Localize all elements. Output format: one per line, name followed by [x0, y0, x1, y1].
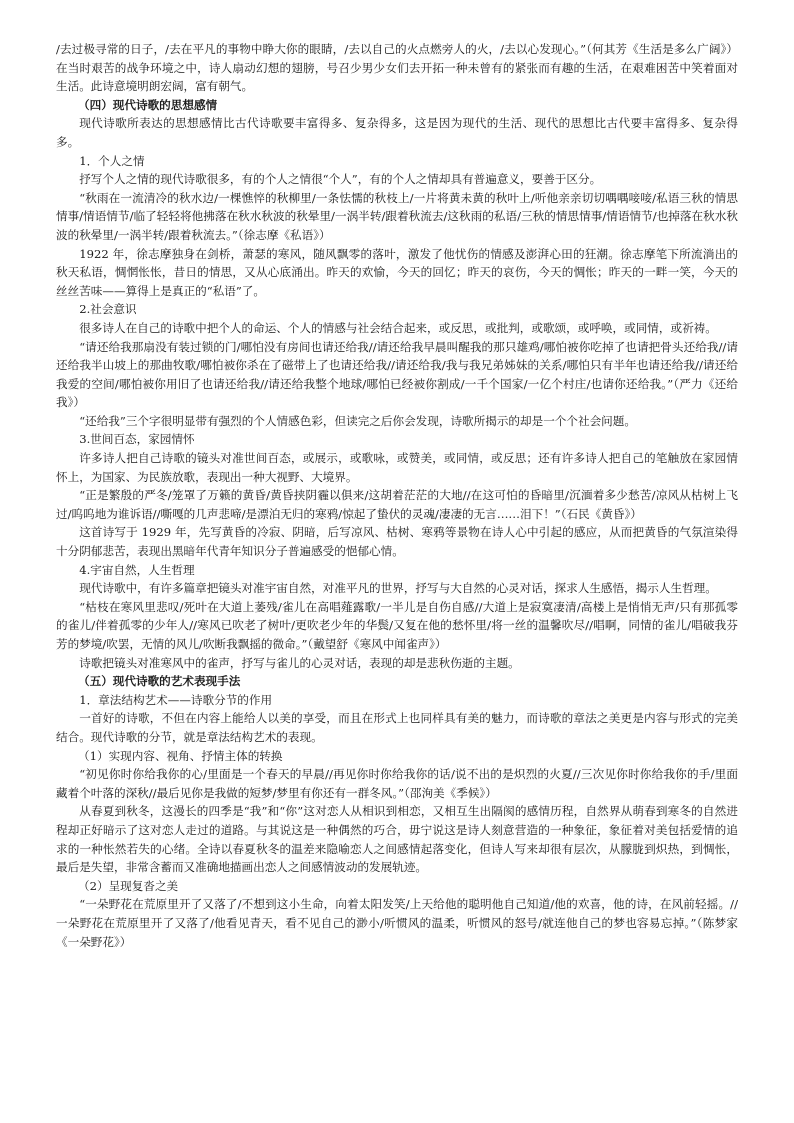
subsection-heading: 4.宇宙自然，人生哲理: [79, 562, 195, 577]
subsection-heading: 3.世间百态，家园情怀: [79, 432, 195, 447]
paragraph: “请还给我那扇没有装过锁的门/哪怕没有房间也请还给我//请还给我早晨叫醒我的那只雄鸡/哪怕被你吃掉了也请把骨头还给我//请还给我半山坡上的那曲牧歌/哪怕被你杀在了磁带上了也请还给我//请还给我/我与我兄弟姊妹的关系/哪怕只有半年也请还给我//请还给我爱的空间/哪怕被你用旧了也请还给我//请还给我整个地球/哪怕已经被你割成/一千个国家/一亿个村庄/也请你还给我。”（严力《还给我》）: [56, 339, 738, 410]
paragraph: 现代诗歌所表达的思想感情比古代诗歌要丰富得多、复杂得多，这是因为现代的生活、现代的思想比古代要丰富得多、复杂得多。: [56, 116, 738, 149]
paragraph: 1922 年，徐志摩独身在剑桥，萧瑟的寒风，随风飘零的落叶，激发了他忧伤的情感及澎湃心田的狂潮。徐志摩笔下所流淌出的秋天私语，惆惘怅怅，昔日的情思，又从心底涌出。昨天的欢愉，今天的回忆；昨天的哀伤，今天的惆怅；昨天的一畔一笑，今天的丝丝苦味——算得上是真正的“私语”了。: [56, 246, 738, 298]
paragraph: “正是繁殷的严冬/笼罩了万籁的黄昏/黄昏挟阴霾以俱来/这胡着茫茫的大地//在这可怕的昏暗里/沉湎着多少愁苦/凉风从枯树上飞过/呜呜地为谁诉语//嘶嘎的几声悲啼/是漂泊无归的寒鸦/惊起了蛰伏的灵魂/凄凄的无言……泪下！”（石民《黄昏》）: [56, 488, 738, 521]
paragraph: 一首好的诗歌，不但在内容上能给人以美的享受，而且在形式上也同样具有美的魅力，而诗歌的章法之美更是内容与形式的完美结合。现代诗歌的分节，就是章法结构艺术的表现。: [56, 711, 738, 744]
subsection-heading: 1．章法结构艺术——诗歌分节的作用: [79, 692, 273, 707]
paragraph: 抒写个人之情的现代诗歌很多，有的个人之情很“个人”，有的个人之情却具有普遍意义，要善于区分。: [79, 172, 602, 187]
paragraph: “枯枝在寒风里悲叹/死叶在大道上萎残/雀儿在高唱薤露歌/一半儿是自伤自感//大道上是寂寞凄清/高楼上是悄悄无声/只有那孤零的雀儿/伴着孤零的少年人//寒风已吹老了树叶/更吹老少年的华鬓/又复在他的愁怀里/将一丝的温馨吹尽//唱啊，同情的雀儿/唱破我芬芳的梦境/吹罢，无情的风儿/吹断我飘摇的微命。”（戴望舒《寒风中闻雀声》）: [56, 599, 738, 651]
paragraph: “初见你时你给我你的心/里面是一个春天的早晨//再见你时你给我你的话/说不出的是炽烈的火夏//三次见你时你给我你的手/里面藏着个叶落的深秋//最后见你是我做的短梦/梦里有你还有一群冬风。”（邵洵美《季候》）: [56, 767, 738, 800]
subsection-heading: （1）实现内容、视角、抒情主体的转换: [78, 748, 283, 763]
section-heading: （五）现代诗歌的艺术表现手法: [78, 674, 241, 689]
paragraph: “秋雨在一流清冷的秋水边/一棵憔悴的秋柳里/一条怯懦的秋枝上/一片将黄未黄的秋叶上/听他亲亲切切喁喁唼唼/私语三秋的情思情事/情语情节/临了轻轻将他拂落在秋水秋波的秋晕里/一涡半转/跟着秋流去/这秋雨的私语/三秋的情思情事/情语情节/也掉落在秋水秋波的秋晕里/一涡半转/跟着秋流去。”（徐志摩《私语》）: [56, 190, 738, 242]
paragraph: 很多诗人在自己的诗歌中把个人的命运、个人的情感与社会结合起来，或反思，或批判，或歌颂，或呼唤，或同情，或祈祷。: [79, 320, 717, 335]
paragraph: 许多诗人把自己诗歌的镜头对准世间百态，或展示，或歌咏，或赞美，或同情，或反思；还有许多诗人把自己的笔触放在家园情怀上，为国家、为民族放歌，表现出一种大视野、大境界。: [56, 451, 738, 484]
paragraph: 从春夏到秋冬，这漫长的四季是“我”和“你”这对恋人从相识到相恋，又相互生出隔阂的感情历程，自然界从萌春到寒冬的自然进程却正好暗示了这对恋人走过的道路。与其说这是一种偶然的巧合，毋宁说这是诗人刻意营造的一种象征，象征着对美包括爱情的追求的一种怅然若失的心绪。全诗以春夏秋冬的温差来隐喻恋人之间感情起落变化，但诗人写来却很有层次，从朦胧到炽热，到惆怅，最后是失望，非常含蓄而又准确地描画出恋人之间感情波动的发展轨迹。: [56, 804, 738, 875]
paragraph: “还给我”三个字很明显带有强烈的个人情感色彩，但读完之后你会发现，诗歌所揭示的却是一个个社会问题。: [79, 413, 636, 428]
subsection-heading: （2）呈现复沓之美: [78, 878, 179, 893]
paragraph: “一朵野花在荒原里开了又落了/不想到这小生命，向着太阳发笑/上天给他的聪明他自己知道/他的欢喜，他的诗，在风前轻摇。//一朵野花在荒原里开了又落了/他看见青天，看不见自己的渺小/听惯风的温柔，听惯风的怒号/就连他自己的梦也容易忘掉。”（陈梦家《一朵野花》）: [56, 897, 738, 949]
section-heading: （四）现代诗歌的思想感情: [78, 97, 218, 112]
subsection-heading: 2.社会意识: [79, 302, 137, 317]
paragraph: 现代诗歌中，有许多篇章把镜头对准宇宙自然，对准平凡的世界，抒写与大自然的心灵对话，探求人生感悟，揭示人生哲理。: [79, 581, 717, 596]
subsection-heading: 1．个人之情: [79, 153, 145, 168]
paragraph: 这首诗写于 1929 年，先写黄昏的冷寂、阴暗，后写凉风、枯树、寒鸦等景物在诗人心中引起的感应，从而把黄昏的气氛渲染得十分阴郁悲苦，表现出黑暗年代青年知识分子普遍感受的悒郁心情。: [56, 525, 738, 559]
document-page: [56, 40, 738, 951]
paragraph: 诗歌把镜头对准寒风中的雀声，抒写与雀儿的心灵对话，表现的却是悲秋伤逝的主题。: [79, 655, 520, 670]
paragraph: /去过极寻常的日子，/去在平凡的事物中睁大你的眼睛，/去以自己的火点燃旁人的火，/去以心发现心。”（何其芳《生活是多么广阔》）在当时艰苦的战争环境之中，诗人扇动幻想的翅膀，号召少男少女们去开拓一种未曾有的紧张而有趣的生活，在艰难困苦中笑着面对生活。此诗意境明朗宏阔，富有朝气。: [56, 42, 738, 94]
